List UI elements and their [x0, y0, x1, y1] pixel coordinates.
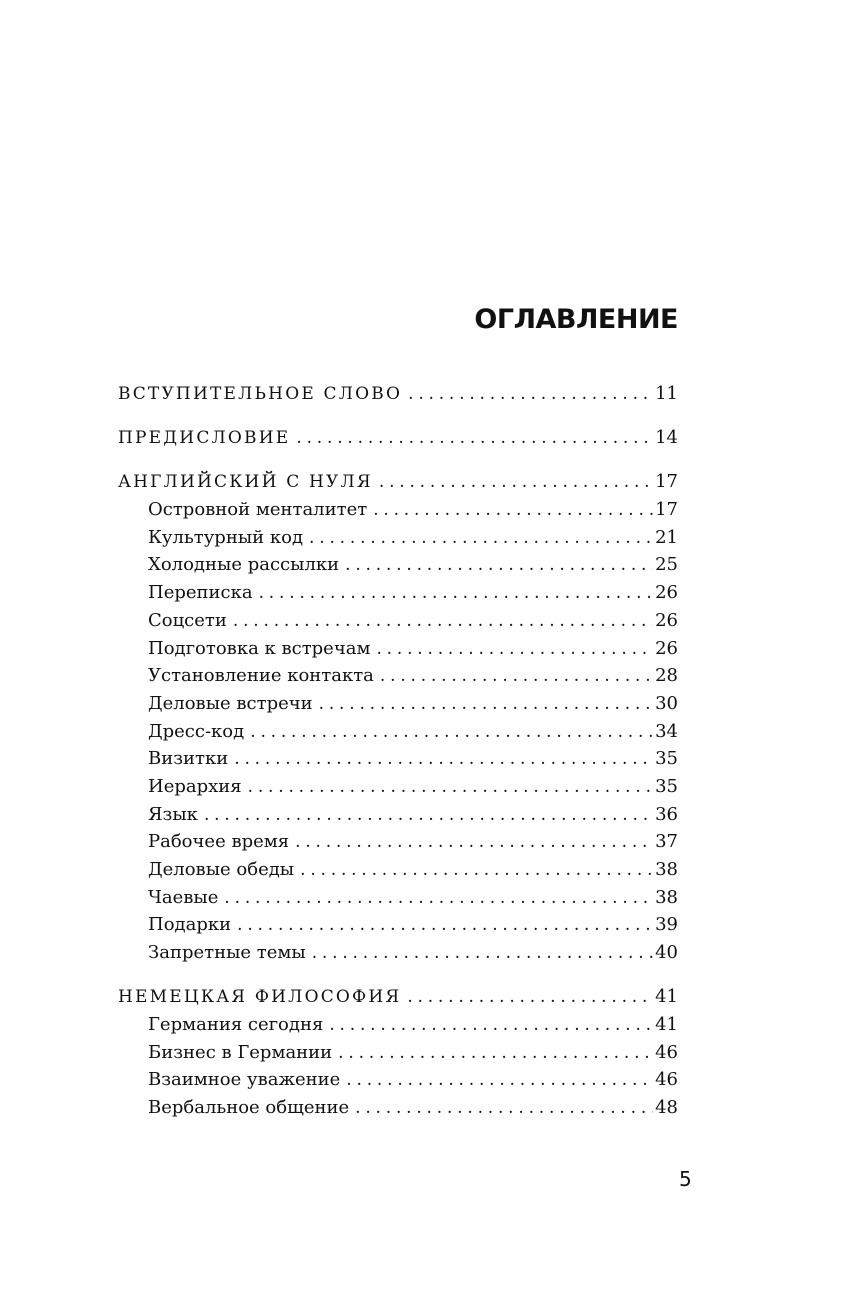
toc-page-number: 39 — [655, 914, 678, 936]
dot-leader — [306, 940, 653, 968]
dot-leader — [340, 1067, 653, 1095]
toc-entry-label: Установление контакта — [148, 665, 374, 687]
toc-entry-label: НЕМЕЦКАЯ ФИЛОСОФИЯ — [118, 987, 402, 1008]
toc-entry-label: Подарки — [148, 914, 232, 936]
toc-page-number: 41 — [655, 986, 678, 1008]
toc-item[interactable] — [118, 856, 678, 884]
toc-item[interactable] — [118, 1039, 678, 1067]
toc-page-number: 35 — [655, 748, 678, 770]
dot-leader — [370, 636, 653, 664]
toc-section-english[interactable] — [118, 468, 678, 496]
dot-leader — [242, 774, 653, 802]
dot-leader — [289, 829, 653, 857]
toc-entry-label: Рабочее время — [148, 831, 290, 853]
dot-leader — [373, 469, 653, 497]
toc-page-number: 41 — [655, 1013, 678, 1035]
toc-page-number: 21 — [655, 526, 678, 548]
toc-page-number: 38 — [655, 886, 678, 908]
toc-entry-label: Подготовка к встречам — [148, 637, 371, 659]
dot-leader — [401, 984, 653, 1012]
toc-section-preface[interactable] — [118, 424, 678, 452]
toc-page-number: 17 — [655, 471, 678, 493]
toc-entry-label: Чаевые — [148, 886, 219, 908]
dot-leader — [228, 746, 653, 774]
toc-page-number: 36 — [655, 803, 678, 825]
toc-item[interactable] — [118, 1011, 678, 1039]
toc-section-german[interactable] — [118, 983, 678, 1011]
toc-page-number: 17 — [655, 499, 678, 521]
toc-entry-label: Деловые встречи — [148, 692, 313, 714]
toc-item[interactable] — [118, 635, 678, 663]
toc-entry-label: Запретные темы — [148, 942, 306, 964]
toc-item[interactable] — [118, 745, 678, 773]
toc-item[interactable] — [118, 718, 678, 746]
toc-page-number: 28 — [655, 665, 678, 687]
toc-item[interactable] — [118, 939, 678, 967]
toc-page-number: 26 — [655, 637, 678, 659]
toc-item[interactable] — [118, 690, 678, 718]
dot-leader — [218, 885, 653, 913]
dot-leader — [227, 608, 653, 636]
toc-entry-label: Германия сегодня — [148, 1013, 324, 1035]
toc-page-number: 37 — [655, 831, 678, 853]
toc-entry-label: ВСТУПИТЕЛЬНОЕ СЛОВО — [118, 384, 403, 404]
toc-entry-label: Переписка — [148, 582, 253, 604]
toc-entry-label: Холодные рассылки — [148, 554, 340, 576]
dot-leader — [290, 425, 653, 453]
toc-page-number: 30 — [655, 692, 678, 714]
toc-page-number: 11 — [655, 383, 678, 404]
toc-page-number: 25 — [655, 554, 678, 576]
toc-entry-label: ПРЕДИСЛОВИЕ — [118, 428, 291, 449]
toc-page-number: 48 — [655, 1097, 678, 1118]
toc-entry-label: Дресс-код — [148, 720, 245, 742]
dot-leader — [313, 691, 653, 719]
dot-leader — [339, 552, 653, 580]
toc-item[interactable] — [118, 1094, 678, 1122]
toc-page-number: 40 — [655, 942, 678, 964]
dot-leader — [253, 580, 654, 608]
toc-page-number: 26 — [655, 582, 678, 604]
toc-entry-label: АНГЛИЙСКИЙ С НУЛЯ — [118, 472, 373, 493]
toc-entry-label: Бизнес в Германии — [148, 1041, 333, 1063]
dot-leader — [294, 857, 653, 885]
toc-item[interactable] — [118, 1066, 678, 1094]
toc-item[interactable] — [118, 662, 678, 690]
dot-leader — [244, 719, 653, 747]
toc-page-number: 46 — [655, 1041, 678, 1063]
toc-page-number: 14 — [655, 427, 678, 449]
toc-entry-label: Визитки — [148, 748, 229, 770]
dot-leader — [349, 1095, 653, 1123]
toc-entry-label: Соцсети — [148, 609, 227, 631]
toc-item[interactable] — [118, 773, 678, 801]
toc-entry-label: Культурный код — [148, 526, 304, 548]
dot-leader — [402, 381, 653, 409]
toc-entry-label: Островной менталитет — [148, 499, 368, 521]
toc-section-intro-word[interactable] — [118, 380, 678, 408]
toc-item[interactable] — [118, 579, 678, 607]
table-of-contents — [118, 380, 678, 1122]
toc-item[interactable] — [118, 801, 678, 829]
dot-leader — [198, 802, 653, 830]
toc-entry-label: Взаимное уважение — [148, 1069, 341, 1091]
toc-entry-label: Язык — [148, 803, 198, 825]
toc-page-number: 26 — [655, 609, 678, 631]
toc-item[interactable] — [118, 884, 678, 912]
page-title: ОГЛАВЛЕНИЕ — [474, 304, 678, 335]
toc-item[interactable] — [118, 911, 678, 939]
toc-page-number: 35 — [655, 775, 678, 797]
dot-leader — [303, 525, 653, 553]
toc-item[interactable] — [118, 551, 678, 579]
toc-entry-label: Иерархия — [148, 775, 242, 797]
toc-entry-label: Деловые обеды — [148, 859, 295, 880]
dot-leader — [374, 663, 653, 691]
toc-item[interactable] — [118, 496, 678, 524]
toc-item[interactable] — [118, 828, 678, 856]
dot-leader — [332, 1040, 653, 1068]
dot-leader — [323, 1012, 653, 1040]
toc-page-number: 34 — [655, 720, 678, 742]
toc-item[interactable] — [118, 524, 678, 552]
dot-leader — [367, 497, 653, 525]
page-number: 5 — [679, 1167, 692, 1191]
toc-page-number: 38 — [655, 859, 678, 880]
dot-leader — [231, 912, 653, 940]
toc-page-number: 46 — [655, 1069, 678, 1091]
toc-entry-label: Вербальное общение — [148, 1097, 350, 1118]
toc-item[interactable] — [118, 607, 678, 635]
